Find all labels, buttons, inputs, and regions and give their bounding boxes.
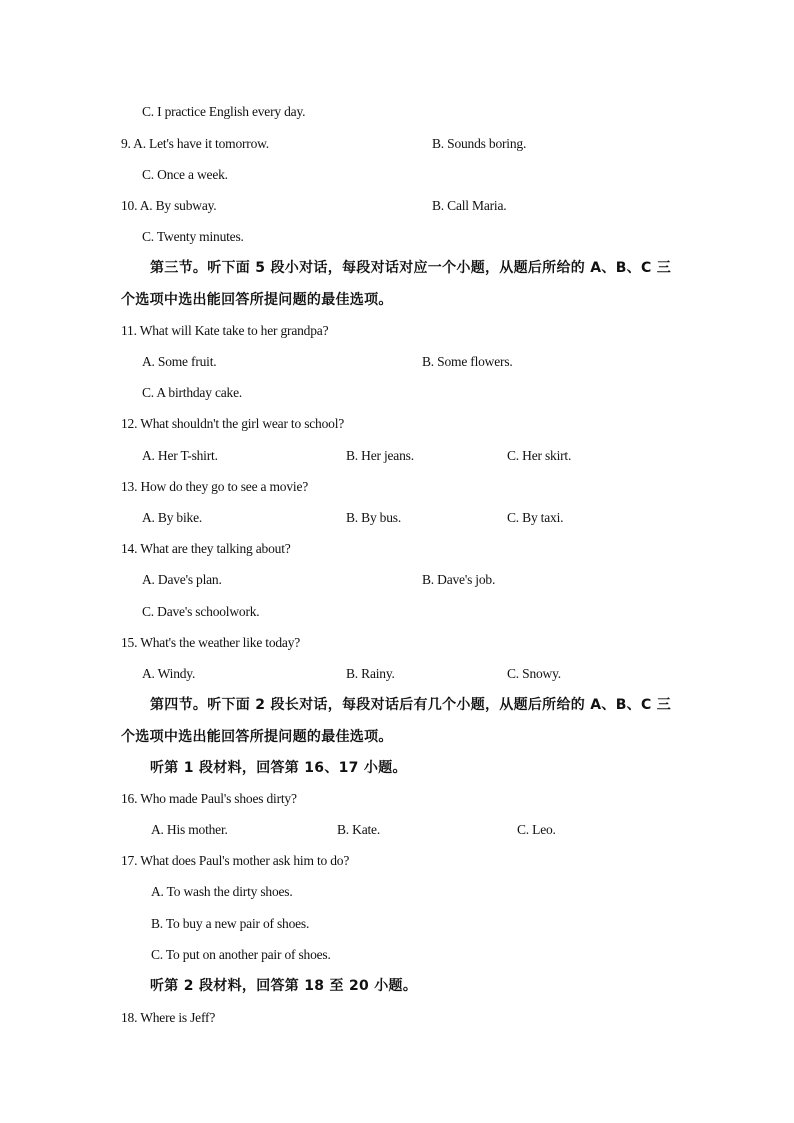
section4-instruction-line2: 个选项中选出能回答所提问题的最佳选项。 bbox=[121, 729, 393, 745]
q15-option-c: C. Snowy. bbox=[507, 666, 561, 681]
q18-stem: 18. Where is Jeff? bbox=[121, 1010, 216, 1025]
q17-option-a: A. To wash the dirty shoes. bbox=[151, 884, 293, 899]
q9-option-c: C. Once a week. bbox=[142, 167, 228, 182]
q10-option-b: B. Call Maria. bbox=[432, 198, 507, 213]
q14-option-c: C. Dave's schoolwork. bbox=[142, 604, 260, 619]
q15-option-b: B. Rainy. bbox=[346, 666, 395, 681]
q13-option-b: B. By bus. bbox=[346, 510, 402, 525]
q14-stem: 14. What are they talking about? bbox=[121, 541, 291, 556]
q15-option-a: A. Windy. bbox=[142, 666, 196, 681]
section3-instruction-line2: 个选项中选出能回答所提问题的最佳选项。 bbox=[121, 292, 393, 308]
q14-option-a: A. Dave's plan. bbox=[142, 572, 222, 587]
q13-stem: 13. How do they go to see a movie? bbox=[121, 479, 309, 494]
q11-option-c: C. A birthday cake. bbox=[142, 385, 243, 400]
q17-stem: 17. What does Paul's mother ask him to do? bbox=[121, 853, 350, 868]
q11-stem: 11. What will Kate take to her grandpa? bbox=[121, 323, 329, 338]
q8-option-c: C. I practice English every day. bbox=[142, 104, 306, 119]
q17-option-b: B. To buy a new pair of shoes. bbox=[151, 916, 310, 931]
q14-option-b: B. Dave's job. bbox=[422, 572, 496, 587]
section3-instruction-line1: 第三节。听下面 5 段小对话，每段对话对应一个小题，从题后所给的 A、B、C 三 bbox=[150, 260, 672, 276]
q12-option-a: A. Her T-shirt. bbox=[142, 448, 218, 463]
q9-option-b: B. Sounds boring. bbox=[432, 136, 527, 151]
q10-stem-option-a: 10. A. By subway. bbox=[121, 198, 217, 213]
material2-instruction: 听第 2 段材料，回答第 18 至 20 小题。 bbox=[150, 978, 418, 994]
q11-option-b: B. Some flowers. bbox=[422, 354, 513, 369]
q16-option-c: C. Leo. bbox=[517, 822, 556, 837]
q13-option-c: C. By taxi. bbox=[507, 510, 564, 525]
q15-stem: 15. What's the weather like today? bbox=[121, 635, 301, 650]
q12-option-c: C. Her skirt. bbox=[507, 448, 572, 463]
material1-instruction: 听第 1 段材料，回答第 16、17 小题。 bbox=[150, 760, 407, 776]
q16-stem: 16. Who made Paul's shoes dirty? bbox=[121, 791, 297, 806]
q17-option-c: C. To put on another pair of shoes. bbox=[151, 947, 331, 962]
section4-instruction-line1: 第四节。听下面 2 段长对话，每段对话后有几个小题，从题后所给的 A、B、C 三 bbox=[150, 697, 672, 713]
q12-option-b: B. Her jeans. bbox=[346, 448, 414, 463]
q10-option-c: C. Twenty minutes. bbox=[142, 229, 244, 244]
q16-option-a: A. His mother. bbox=[151, 822, 228, 837]
q13-option-a: A. By bike. bbox=[142, 510, 203, 525]
q16-option-b: B. Kate. bbox=[337, 822, 381, 837]
q11-option-a: A. Some fruit. bbox=[142, 354, 217, 369]
q9-stem-option-a: 9. A. Let's have it tomorrow. bbox=[121, 136, 269, 151]
q12-stem: 12. What shouldn't the girl wear to school? bbox=[121, 416, 345, 431]
